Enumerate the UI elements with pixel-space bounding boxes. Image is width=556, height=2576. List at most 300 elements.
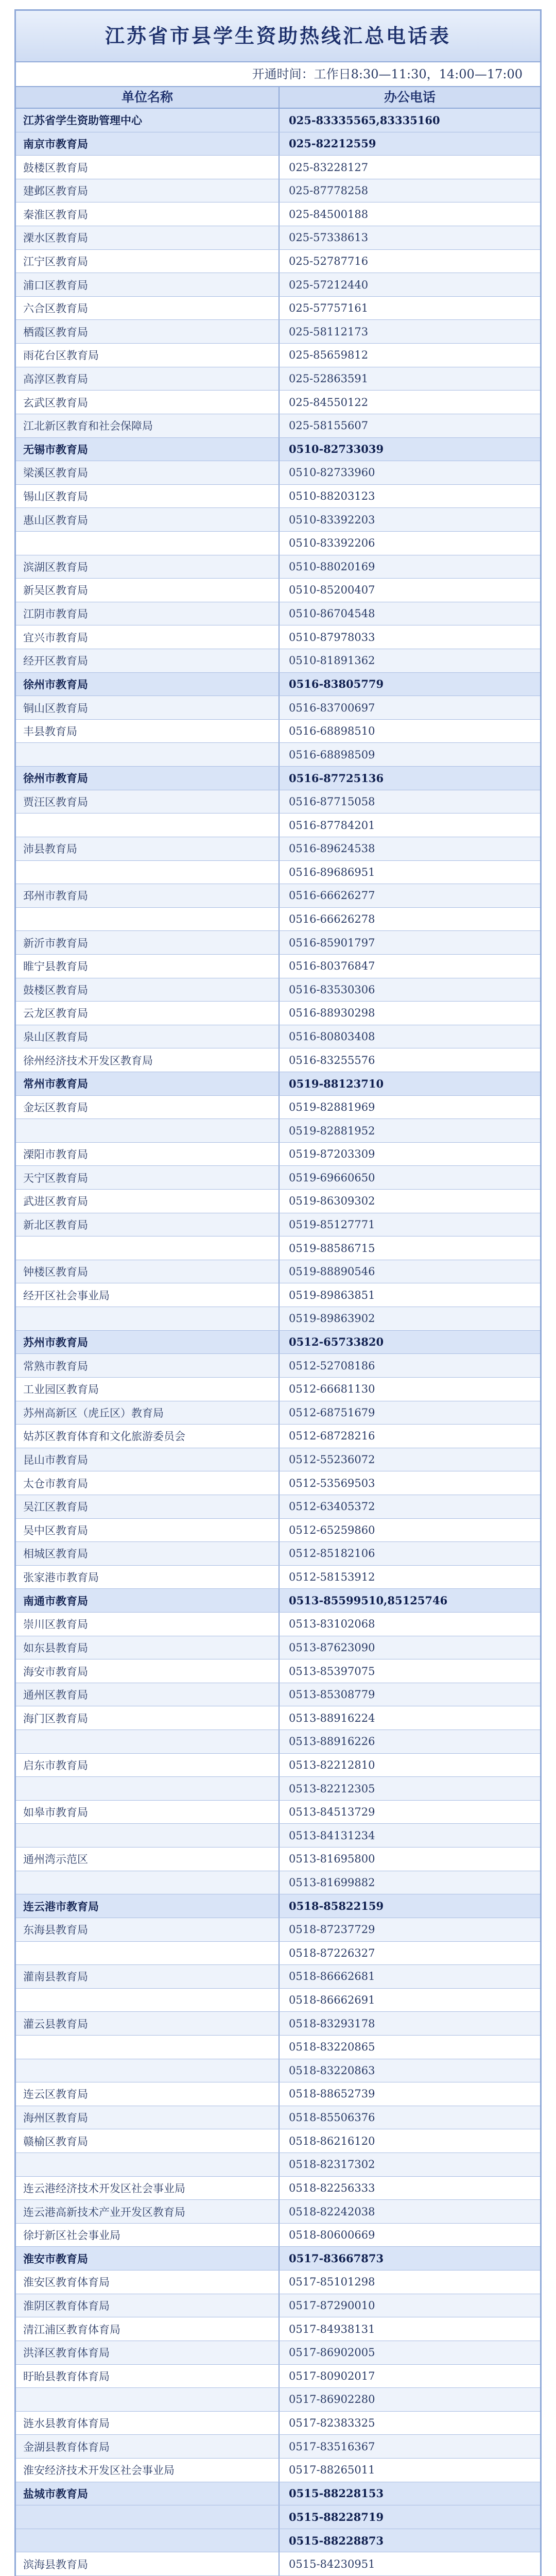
office-phone: 025-57212440: [289, 278, 369, 291]
table-row: [16, 931, 540, 955]
unit-name: 常熟市教育局: [16, 1354, 280, 1377]
unit-name: 锡山区教育局: [16, 485, 280, 508]
table-row: [16, 1636, 540, 1660]
table-row: [16, 179, 540, 203]
table-row: [16, 2177, 540, 2200]
table-row: [16, 555, 540, 579]
unit-name: 常州市教育局: [16, 1072, 280, 1095]
table-row: [16, 602, 540, 626]
table-row: [16, 391, 540, 414]
unit-name: 栖霞区教育局: [16, 320, 280, 343]
unit-name: 南京市教育局: [16, 132, 280, 156]
unit-name: 淮安经济技术开发区社会事业局: [16, 2459, 280, 2482]
table-row: [16, 1072, 540, 1096]
unit-name: 通州区教育局: [16, 1683, 280, 1706]
unit-name: 经开区社会事业局: [16, 1283, 280, 1307]
table-row: [16, 414, 540, 438]
table-row: [16, 1989, 540, 2012]
office-phone: 0516-88930298: [289, 1007, 375, 1020]
office-phone: 0517-80902017: [289, 2369, 375, 2382]
table-row: [16, 1096, 540, 1120]
office-phone: 0516-85901797: [289, 936, 375, 949]
unit-name: [16, 2388, 280, 2411]
office-phone: 0510-81891362: [289, 654, 375, 667]
office-phone: 0516-68898509: [289, 748, 375, 761]
office-phone: 0518-86662681: [289, 1970, 375, 1983]
unit-name: [16, 1871, 280, 1894]
unit-name: 丰县教育局: [16, 720, 280, 743]
table-row: [16, 579, 540, 602]
unit-name: 张家港市教育局: [16, 1566, 280, 1589]
table-row: [16, 790, 540, 814]
table-row: [16, 2059, 540, 2083]
office-phone: 0516-83255576: [289, 1054, 375, 1066]
office-phone: 0510-88203123: [289, 490, 375, 503]
page-title: 江苏省市县学生资助热线汇总电话表: [16, 11, 540, 62]
office-phone: 0513-88916224: [289, 1711, 375, 1724]
office-phone: 0513-81699882: [289, 1876, 375, 1889]
office-phone: 025-57338613: [289, 231, 369, 244]
office-phone: 0519-82881969: [289, 1100, 375, 1113]
office-phone: 0515-88228153: [289, 2487, 384, 2500]
office-phone: 025-82212559: [289, 137, 376, 150]
table-row: [16, 1401, 540, 1425]
office-phone: 025-85659812: [289, 349, 369, 362]
unit-name: 清江浦区教育体育局: [16, 2317, 280, 2341]
table-row: [16, 673, 540, 697]
table-row: [16, 2412, 540, 2435]
unit-name: 盐城市教育局: [16, 2482, 280, 2505]
table-row: [16, 2153, 540, 2177]
unit-name: 赣榆区教育局: [16, 2129, 280, 2153]
unit-name: [16, 2153, 280, 2176]
office-phone: 0512-52708186: [289, 1359, 375, 1372]
unit-name: 吴江区教育局: [16, 1495, 280, 1518]
table-header: [16, 87, 540, 109]
office-phone: 0519-82881952: [289, 1124, 375, 1137]
table-row: [16, 2106, 540, 2130]
unit-name: 通州湾示范区: [16, 1848, 280, 1871]
office-phone: 0516-80803408: [289, 1030, 375, 1043]
office-phone: 0519-88586715: [289, 1242, 375, 1255]
table-row: [16, 1754, 540, 1777]
unit-name: 邳州市教育局: [16, 884, 280, 907]
unit-name: 海门区教育局: [16, 1706, 280, 1730]
unit-name: 溧阳市教育局: [16, 1143, 280, 1166]
unit-name: 海安市教育局: [16, 1659, 280, 1683]
unit-name: 江阴市教育局: [16, 602, 280, 625]
table-row: [16, 1965, 540, 1989]
table-row: [16, 226, 540, 250]
unit-name: [16, 532, 280, 555]
office-phone: 0517-86902280: [289, 2393, 375, 2406]
office-phone: 0518-83220863: [289, 2064, 375, 2077]
table-row: [16, 1378, 540, 1401]
office-phone: 0513-81695800: [289, 1853, 375, 1866]
unit-name: 如皋市教育局: [16, 1801, 280, 1824]
table-row: [16, 132, 540, 156]
table-row: [16, 696, 540, 720]
unit-name: 贾汪区教育局: [16, 790, 280, 814]
table-row: [16, 1824, 540, 1848]
unit-name: 南通市教育局: [16, 1589, 280, 1612]
office-phone: 0513-82212810: [289, 1758, 375, 1771]
table-row: [16, 2552, 540, 2576]
table-row: [16, 2341, 540, 2365]
office-phone: 0519-69660650: [289, 1171, 375, 1184]
unit-name: 启东市教育局: [16, 1754, 280, 1777]
table-row: [16, 1730, 540, 1754]
unit-name: 洪泽区教育体育局: [16, 2341, 280, 2364]
office-phone: 025-52787716: [289, 255, 369, 267]
office-phone: 0518-83293178: [289, 2017, 375, 2030]
office-phone: 0516-89624538: [289, 842, 375, 855]
unit-name: 滨海县教育局: [16, 2552, 280, 2575]
office-phone: 025-58112173: [289, 325, 369, 338]
table-row: [16, 1354, 540, 1378]
table-row: [16, 1425, 540, 1448]
office-phone: 0519-86309302: [289, 1195, 375, 1208]
office-phone: 0517-86902005: [289, 2346, 375, 2359]
table-row: [16, 955, 540, 978]
unit-name: [16, 1236, 280, 1260]
unit-name: 昆山市教育局: [16, 1448, 280, 1471]
office-phone: 0518-82317302: [289, 2158, 375, 2171]
unit-name: 高淳区教育局: [16, 367, 280, 391]
table-row: [16, 344, 540, 367]
table-row: [16, 1002, 540, 1025]
table-row: [16, 156, 540, 179]
table-row: [16, 1613, 540, 1636]
table-row: [16, 461, 540, 485]
office-phone: 0517-83516367: [289, 2440, 375, 2453]
unit-name: [16, 1824, 280, 1847]
unit-name: [16, 1730, 280, 1753]
table-row: [16, 2505, 540, 2529]
office-phone: 0516-83805779: [289, 677, 384, 691]
office-phone: 0513-88916226: [289, 1735, 375, 1748]
office-phone: 0517-85101298: [289, 2276, 375, 2289]
office-phone: 0517-82383325: [289, 2417, 375, 2430]
table-row: [16, 1495, 540, 1519]
office-phone: 0519-89863851: [289, 1289, 375, 1301]
unit-name: 如东县教育局: [16, 1636, 280, 1659]
office-phone: 0513-82212305: [289, 1782, 375, 1795]
office-phone: 0518-86662691: [289, 1994, 375, 2007]
office-phone: 0516-87715058: [289, 795, 375, 808]
office-phone: 0518-85506376: [289, 2111, 375, 2124]
office-phone: 0519-85127771: [289, 1218, 375, 1231]
table-row: [16, 532, 540, 555]
unit-name: 灌南县教育局: [16, 1965, 280, 1988]
unit-name: 铜山区教育局: [16, 696, 280, 719]
column-header-unit: 单位名称: [16, 87, 280, 108]
table-row: [16, 908, 540, 931]
office-phone: 025-52863591: [289, 372, 369, 385]
office-phone: 025-58155607: [289, 419, 369, 432]
table-row: [16, 202, 540, 226]
unit-name: 涟水县教育体育局: [16, 2412, 280, 2435]
unit-name: [16, 1119, 280, 1142]
office-phone: 0516-68898510: [289, 725, 375, 738]
office-phone: 0513-85397075: [289, 1665, 375, 1677]
unit-name: [16, 2059, 280, 2082]
unit-name: 金坛区教育局: [16, 1096, 280, 1119]
table-body: [16, 109, 540, 2576]
table-row: [16, 1894, 540, 1918]
table-row: [16, 1471, 540, 1495]
table-row: [16, 1871, 540, 1895]
unit-name: 宜兴市教育局: [16, 625, 280, 649]
table-row: [16, 767, 540, 790]
unit-name: 相城区教育局: [16, 1542, 280, 1565]
office-phone: 0516-66626277: [289, 889, 375, 902]
unit-name: [16, 861, 280, 884]
office-phone: 0512-65259860: [289, 1523, 375, 1536]
table-row: [16, 861, 540, 885]
unit-name: 江北新区教育和社会保障局: [16, 414, 280, 437]
unit-name: 溧水区教育局: [16, 226, 280, 249]
unit-name: [16, 1989, 280, 2012]
table-row: [16, 1236, 540, 1260]
table-row: [16, 250, 540, 274]
unit-name: 经开区教育局: [16, 649, 280, 672]
office-phone: 0512-65733820: [289, 1335, 384, 1349]
office-phone: 0516-87725136: [289, 771, 384, 785]
office-phone: 0512-68728216: [289, 1430, 375, 1443]
office-phone: 0510-86704548: [289, 607, 375, 620]
unit-name: [16, 2505, 280, 2529]
unit-name: 浦口区教育局: [16, 273, 280, 296]
office-phone: 0519-88890546: [289, 1265, 375, 1278]
table-row: [16, 2129, 540, 2153]
office-phone: 0519-88123710: [289, 1077, 384, 1090]
office-phone: 0515-88228719: [289, 2510, 384, 2523]
table-row: [16, 1213, 540, 1237]
office-phone: 0512-66681130: [289, 1383, 375, 1396]
office-phone: 0517-84938131: [289, 2323, 375, 2335]
office-phone: 0518-87226327: [289, 1946, 375, 1959]
office-phone: 0518-82242038: [289, 2205, 375, 2218]
unit-name: 梁溪区教育局: [16, 461, 280, 484]
table-row: [16, 743, 540, 767]
table-row: [16, 1025, 540, 1049]
unit-name: [16, 2036, 280, 2059]
unit-name: 武进区教育局: [16, 1190, 280, 1213]
table-row: [16, 367, 540, 391]
unit-name: 金湖县教育体育局: [16, 2435, 280, 2458]
office-phone: 0513-85599510,85125746: [289, 1594, 448, 1607]
table-row: [16, 2529, 540, 2553]
unit-name: [16, 1942, 280, 1965]
table-row: [16, 2012, 540, 2036]
office-phone: 0513-84513729: [289, 1806, 375, 1819]
unit-name: 新沂市教育局: [16, 931, 280, 954]
office-phone: 0513-83102068: [289, 1618, 375, 1631]
unit-name: 徐州市教育局: [16, 673, 280, 696]
table-row: [16, 2082, 540, 2106]
unit-name: 鼓楼区教育局: [16, 978, 280, 1002]
unit-name: 淮安区教育体育局: [16, 2270, 280, 2294]
office-phone: 0516-87784201: [289, 819, 375, 832]
unit-name: 惠山区教育局: [16, 508, 280, 531]
unit-name: 秦淮区教育局: [16, 202, 280, 226]
table-row: [16, 978, 540, 1002]
unit-name: 淮阴区教育体育局: [16, 2294, 280, 2317]
office-phone: 0515-84230951: [289, 2557, 375, 2570]
table-row: [16, 720, 540, 743]
unit-name: 连云区教育局: [16, 2082, 280, 2106]
office-phone: 0518-86216120: [289, 2134, 375, 2147]
table-row: [16, 438, 540, 462]
office-phone: 0516-83700697: [289, 701, 375, 714]
unit-name: 海州区教育局: [16, 2106, 280, 2129]
column-header-tel: 办公电话: [384, 90, 436, 105]
table-row: [16, 1848, 540, 1871]
office-phone: 0518-82256333: [289, 2181, 375, 2194]
table-row: [16, 1143, 540, 1166]
office-phone: 0510-82733960: [289, 466, 375, 479]
office-phone: 0516-80376847: [289, 960, 375, 973]
table-row: [16, 2459, 540, 2482]
table-row: [16, 649, 540, 673]
office-phone: 0510-85200407: [289, 584, 375, 597]
table-row: [16, 297, 540, 320]
office-phone: 0518-83220865: [289, 2041, 375, 2054]
unit-name: 沛县教育局: [16, 837, 280, 860]
table-row: [16, 1942, 540, 1965]
table-row: [16, 508, 540, 532]
table-row: [16, 2247, 540, 2270]
unit-name: 徐州市教育局: [16, 767, 280, 790]
office-phone: 0510-88020169: [289, 560, 375, 573]
office-phone: 0515-88228873: [289, 2534, 384, 2547]
unit-name: 苏州高新区（虎丘区）教育局: [16, 1401, 280, 1425]
office-phone: 0512-55236072: [289, 1453, 375, 1466]
unit-name: 泉山区教育局: [16, 1025, 280, 1048]
unit-name: 连云港经济技术开发区社会事业局: [16, 2177, 280, 2200]
table-row: [16, 1918, 540, 1942]
table-row: [16, 273, 540, 297]
table-row: [16, 884, 540, 908]
office-phone: 0518-87237729: [289, 1923, 375, 1936]
office-phone: 0510-83392203: [289, 513, 375, 526]
unit-name: 新北区教育局: [16, 1213, 280, 1236]
unit-name: 新吴区教育局: [16, 579, 280, 602]
office-phone: 0510-82733039: [289, 443, 384, 456]
table-row: [16, 1589, 540, 1613]
table-row: [16, 1048, 540, 1072]
table-row: [16, 1283, 540, 1307]
unit-name: 云龙区教育局: [16, 1002, 280, 1025]
table-row: [16, 1260, 540, 1284]
office-phone: 0512-68751679: [289, 1406, 375, 1419]
table-row: [16, 2294, 540, 2318]
table-row: [16, 1566, 540, 1589]
table-row: [16, 2270, 540, 2294]
office-phone: 0513-85308779: [289, 1688, 375, 1701]
unit-name: 徐州经济技术开发区教育局: [16, 1048, 280, 1072]
table-row: [16, 1190, 540, 1213]
office-phone: 0512-63405372: [289, 1500, 375, 1513]
table-row: [16, 2388, 540, 2412]
table-row: [16, 109, 540, 132]
office-phone: 025-84550122: [289, 396, 369, 409]
unit-name: 淮安市教育局: [16, 2247, 280, 2270]
unit-name: 江宁区教育局: [16, 250, 280, 273]
office-phone: 0513-87623090: [289, 1641, 375, 1654]
office-phone: 025-84500188: [289, 208, 369, 221]
unit-name: 鼓楼区教育局: [16, 156, 280, 179]
office-phone: 0519-89863902: [289, 1312, 375, 1325]
unit-name: 灌云县教育局: [16, 2012, 280, 2035]
unit-name: 苏州市教育局: [16, 1331, 280, 1354]
unit-name: 滨湖区教育局: [16, 555, 280, 579]
table-row: [16, 1448, 540, 1472]
unit-name: 六合区教育局: [16, 297, 280, 320]
table-row: [16, 2200, 540, 2224]
unit-name: 徐圩新区社会事业局: [16, 2224, 280, 2247]
office-phone: 0516-83530306: [289, 983, 375, 996]
table-row: [16, 1166, 540, 1190]
table-row: [16, 625, 540, 649]
table-row: [16, 2482, 540, 2506]
unit-name: 姑苏区教育体育和文化旅游委员会: [16, 1425, 280, 1448]
office-phone: 025-57757161: [289, 302, 369, 315]
office-phone: 0518-85822159: [289, 1900, 384, 1913]
office-phone: 0516-66626278: [289, 913, 375, 926]
unit-name: [16, 743, 280, 766]
unit-name: 江苏省学生资助管理中心: [16, 109, 280, 132]
table-row: [16, 1519, 540, 1543]
table-row: [16, 2435, 540, 2459]
table-row: [16, 485, 540, 509]
unit-name: 太仓市教育局: [16, 1471, 280, 1495]
unit-name: 睢宁县教育局: [16, 955, 280, 978]
unit-name: 无锡市教育局: [16, 438, 280, 461]
office-phone: 025-83335565,83335160: [289, 113, 440, 127]
unit-name: 崇川区教育局: [16, 1613, 280, 1636]
unit-name: 连云港市教育局: [16, 1894, 280, 1918]
table-row: [16, 2365, 540, 2388]
table-row: [16, 320, 540, 344]
table-row: [16, 814, 540, 837]
unit-name: [16, 1307, 280, 1330]
office-phone: 0510-87978033: [289, 631, 375, 643]
unit-name: [16, 814, 280, 837]
table-row: [16, 2224, 540, 2247]
table-row: [16, 1659, 540, 1683]
table-row: [16, 1777, 540, 1801]
office-phone: 0518-88652739: [289, 2088, 375, 2100]
table-row: [16, 1542, 540, 1566]
unit-name: 吴中区教育局: [16, 1519, 280, 1542]
service-hours: 开通时间：工作日8:30—11:30，14:00—17:00: [16, 62, 540, 87]
office-phone: 0517-88265011: [289, 2464, 375, 2477]
office-phone: 0518-80600669: [289, 2229, 375, 2242]
phone-directory-table: [14, 9, 542, 2576]
office-phone: 0512-58153912: [289, 1571, 375, 1584]
unit-name: 雨花台区教育局: [16, 344, 280, 367]
table-row: [16, 1307, 540, 1331]
table-row: [16, 1331, 540, 1354]
office-phone: 025-87778258: [289, 184, 369, 197]
office-phone: 0517-83667873: [289, 2252, 384, 2265]
unit-name: 钟楼区教育局: [16, 1260, 280, 1283]
office-phone: 0519-87203309: [289, 1148, 375, 1161]
unit-name: [16, 1777, 280, 1800]
office-phone: 0512-85182106: [289, 1547, 375, 1560]
